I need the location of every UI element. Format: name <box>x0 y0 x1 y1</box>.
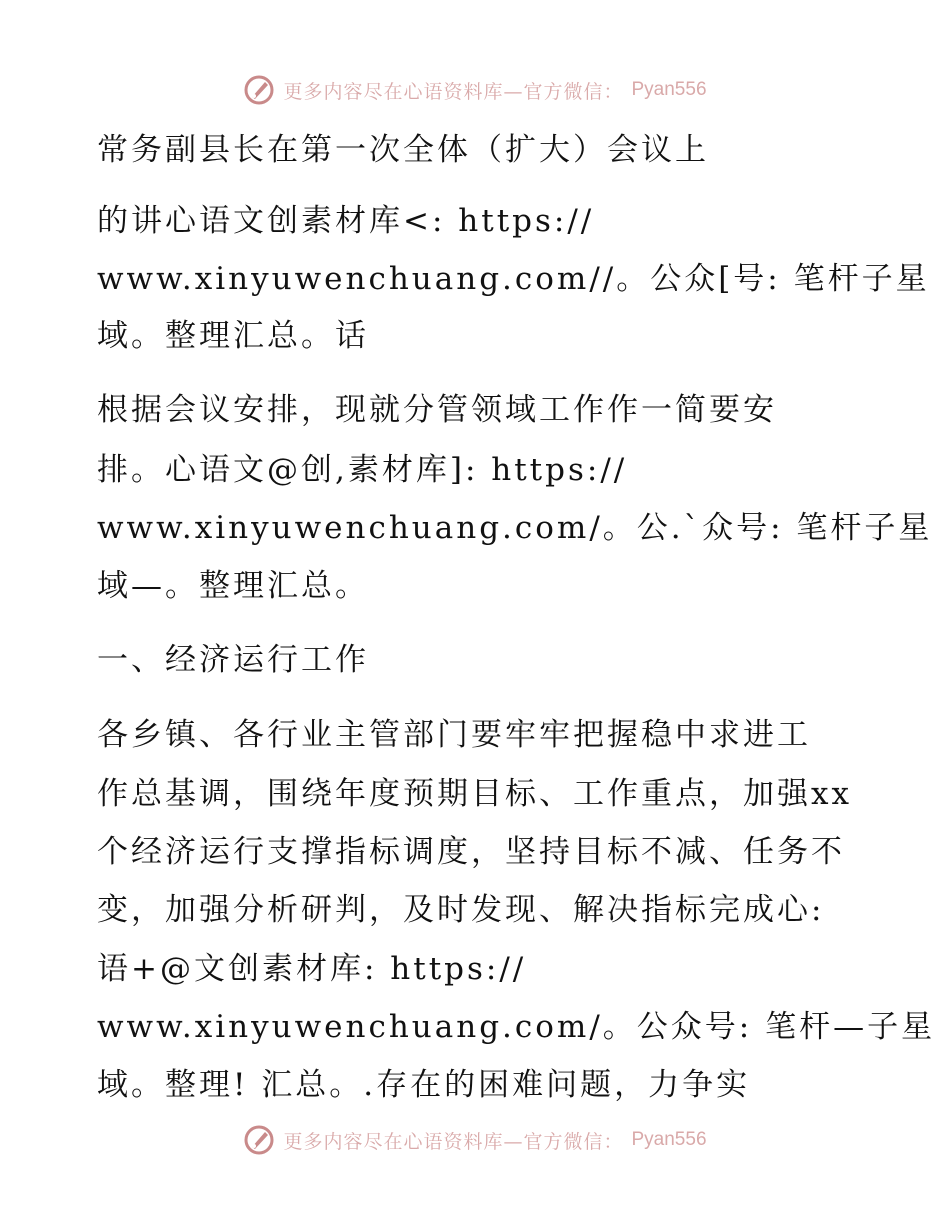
text-line: 根据会议安排，现就分管领域工作作一简要安 <box>97 392 777 428</box>
text-line: 语+@文创素材库: https:// <box>97 951 527 987</box>
text-line: 作总基调，围绕年度预期目标、工作重点，加强xx <box>97 776 852 812</box>
text-line: 域—。整理汇总。 <box>97 568 369 604</box>
text-line: 域。整理! 汇总。.存在的困难问题，力争实 <box>97 1067 751 1103</box>
text-line: www.xinyuwenchuang.com/。公.`众号: 笔杆子星 <box>97 510 933 546</box>
text-line: www.xinyuwenchuang.com/。公众号: 笔杆—子星 <box>97 1009 936 1045</box>
text-line: 常务副县长在第一次全体（扩大）会议上 <box>97 132 709 168</box>
text-line: 变，加强分析研判，及时发现、解决指标完成心: <box>97 892 825 928</box>
text-line: 域。整理汇总。话 <box>97 318 369 354</box>
text-line: 个经济运行支撑指标调度，坚持目标不减、任务不 <box>97 834 845 870</box>
pen-logo-icon <box>243 1124 275 1156</box>
section-heading: 一、经济运行工作 <box>97 642 369 678</box>
text-line: 各乡镇、各行业主管部门要牢牢把握稳中求进工 <box>97 717 811 753</box>
text-line: 的讲心语文创素材库<: https:// <box>97 203 595 239</box>
watermark-text: 更多内容尽在心语资料库—官方微信： <box>283 1130 624 1153</box>
header-watermark <box>0 70 950 110</box>
text-line: 排。心语文@创,素材库]: https:// <box>97 452 628 488</box>
watermark-id: Pyan556 <box>631 1129 707 1150</box>
text-line: www.xinyuwenchuang.com//。公众[号: 笔杆子星 <box>97 261 930 297</box>
pen-logo-icon <box>243 74 275 106</box>
footer-watermark <box>0 1120 950 1160</box>
watermark-id: Pyan556 <box>631 79 707 100</box>
watermark-text: 更多内容尽在心语资料库—官方微信： <box>283 80 624 103</box>
